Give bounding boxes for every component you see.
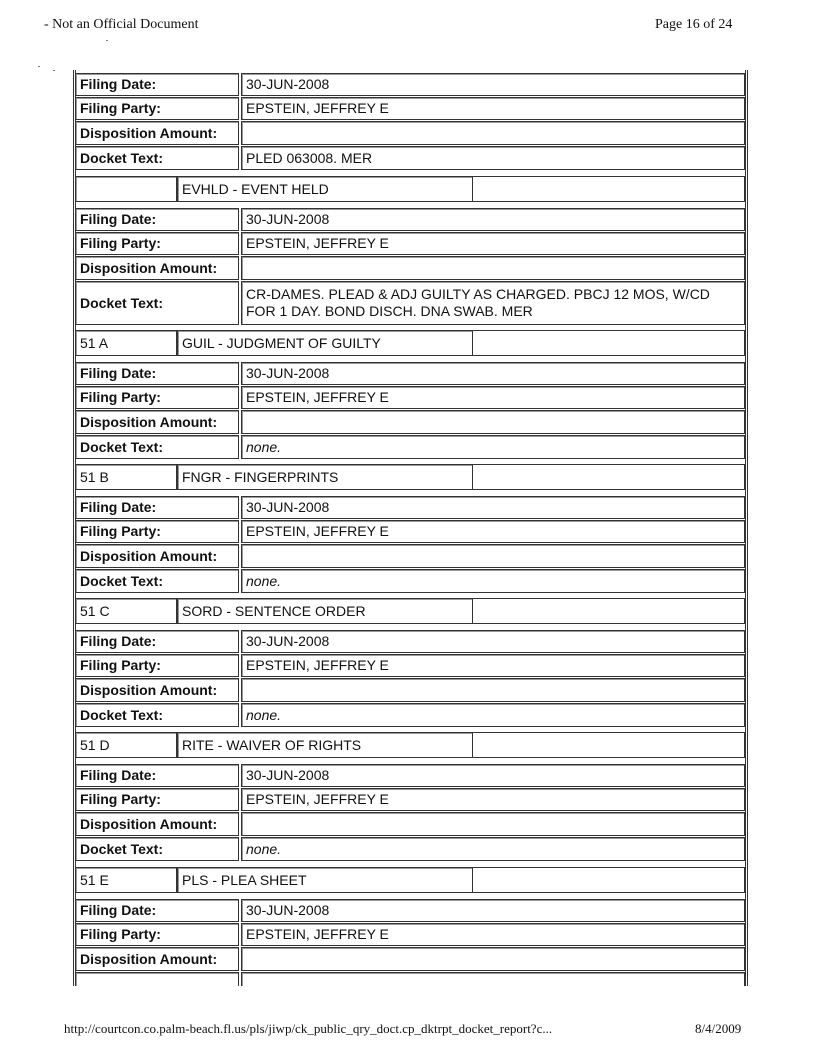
disposition-amount-label: Disposition Amount: [75, 121, 239, 145]
event-code: GUIL - JUDGMENT OF GUILTY [177, 330, 473, 356]
filing-party-row [73, 232, 748, 255]
disposition-amount-row [73, 544, 748, 568]
filing-date-value: 30-JUN-2008 [241, 899, 745, 922]
event-code: SORD - SENTENCE ORDER [177, 598, 473, 624]
filing-date-value: 30-JUN-2008 [241, 73, 745, 96]
filing-date-row [73, 73, 748, 96]
docket-text-value: PLED 063008. MER [241, 146, 745, 170]
filing-party-label: Filing Party: [75, 386, 239, 409]
docket-text-row-partial [73, 972, 748, 986]
scan-speck [53, 70, 55, 71]
disposition-amount-value [241, 410, 745, 434]
filing-date-value: 30-JUN-2008 [241, 496, 745, 519]
event-code: EVHLD - EVENT HELD [177, 176, 473, 202]
event-header-row [73, 598, 748, 624]
filing-date-label: Filing Date: [75, 899, 239, 922]
disposition-amount-row [73, 410, 748, 434]
docket-text-row [73, 435, 748, 459]
filing-party-value: EPSTEIN, JEFFREY E [241, 654, 745, 677]
event-header-row [73, 732, 748, 758]
filing-date-row [73, 362, 748, 385]
docket-text-row [73, 837, 748, 861]
event-header-row [73, 176, 748, 202]
docket-text-label: Docket Text: [75, 435, 239, 459]
docket-text-label: Docket Text: [75, 281, 239, 325]
disposition-amount-label: Disposition Amount: [75, 678, 239, 702]
scan-speck [38, 66, 40, 67]
filing-party-value: EPSTEIN, JEFFREY E [241, 386, 745, 409]
filing-party-label: Filing Party: [75, 520, 239, 543]
filing-date-label: Filing Date: [75, 208, 239, 231]
docket-text-row [73, 569, 748, 593]
event-code: FNGR - FINGERPRINTS [177, 464, 473, 490]
disposition-amount-label: Disposition Amount: [75, 947, 239, 971]
filing-date-value: 30-JUN-2008 [241, 630, 745, 653]
disposition-amount-row [73, 121, 748, 145]
disposition-amount-value [241, 678, 745, 702]
filing-date-row [73, 496, 748, 519]
event-number [75, 176, 177, 202]
event-number: 51 D [75, 732, 177, 758]
page-footer-date: 8/4/2009 [695, 1021, 742, 1036]
docket-text-value: none. [241, 569, 745, 593]
filing-party-row [73, 788, 748, 811]
filing-date-row [73, 899, 748, 922]
disposition-amount-value [241, 812, 745, 836]
scan-speck [106, 40, 108, 41]
filing-date-label: Filing Date: [75, 362, 239, 385]
filing-party-value: EPSTEIN, JEFFREY E [241, 788, 745, 811]
page-footer-url: http://courtcon.co.palm-beach.fl.us/pls/jiwp/ck_public_qry_doct.cp_dktrpt_docket_report?c... [64, 1021, 553, 1036]
filing-party-value: EPSTEIN, JEFFREY E [241, 232, 745, 255]
filing-date-value: 30-JUN-2008 [241, 208, 745, 231]
docket-text-row [73, 146, 748, 170]
event-code: RITE - WAIVER OF RIGHTS [177, 732, 473, 758]
docket-text-label: Docket Text: [75, 703, 239, 727]
disposition-amount-label: Disposition Amount: [75, 256, 239, 280]
filing-date-label: Filing Date: [75, 764, 239, 787]
filing-date-label: Filing Date: [75, 73, 239, 96]
event-header-row [73, 464, 748, 490]
filing-party-label: Filing Party: [75, 232, 239, 255]
docket-text-row [73, 703, 748, 727]
filing-party-label: Filing Party: [75, 654, 239, 677]
disposition-amount-label: Disposition Amount: [75, 544, 239, 568]
docket-text-label-cut [75, 972, 239, 986]
filing-party-row [73, 923, 748, 946]
docket-text-value: none. [241, 703, 745, 727]
disposition-amount-label: Disposition Amount: [75, 410, 239, 434]
docket-text-value: CR-DAMES. PLEAD & ADJ GUILTY AS CHARGED. PBCJ 12 MOS, W/CD FOR 1 DAY. BOND DISCH. DNA SWAB. MER [241, 281, 745, 325]
filing-date-label: Filing Date: [75, 496, 239, 519]
event-header-row [73, 330, 748, 356]
docket-text-value-cut [241, 972, 745, 986]
docket-text-value: none. [241, 837, 745, 861]
event-code: PLS - PLEA SHEET [177, 867, 473, 893]
docket-text-row [73, 281, 748, 325]
event-header-row [73, 867, 748, 893]
disposition-amount-row [73, 678, 748, 702]
filing-date-row [73, 764, 748, 787]
filing-date-label: Filing Date: [75, 630, 239, 653]
filing-party-label: Filing Party: [75, 788, 239, 811]
disposition-amount-label: Disposition Amount: [75, 812, 239, 836]
disposition-amount-row [73, 256, 748, 280]
disposition-amount-value [241, 256, 745, 280]
event-number: 51 A [75, 330, 177, 356]
disposition-amount-value [241, 947, 745, 971]
filing-party-value: EPSTEIN, JEFFREY E [241, 97, 745, 120]
docket-table [73, 70, 748, 986]
filing-date-value: 30-JUN-2008 [241, 362, 745, 385]
page-header-page-number: Page 16 of 24 [655, 17, 733, 32]
event-number: 51 C [75, 598, 177, 624]
filing-party-row [73, 520, 748, 543]
disposition-amount-row [73, 812, 748, 836]
docket-text-label: Docket Text: [75, 146, 239, 170]
filing-party-value: EPSTEIN, JEFFREY E [241, 520, 745, 543]
docket-text-label: Docket Text: [75, 837, 239, 861]
disposition-amount-value [241, 121, 745, 145]
filing-party-row [73, 654, 748, 677]
page-header-left: - Not an Official Document [44, 17, 199, 32]
docket-text-value: none. [241, 435, 745, 459]
disposition-amount-row [73, 947, 748, 971]
filing-party-row [73, 97, 748, 120]
filing-date-row [73, 630, 748, 653]
filing-party-label: Filing Party: [75, 97, 239, 120]
filing-party-row [73, 386, 748, 409]
filing-date-value: 30-JUN-2008 [241, 764, 745, 787]
event-number: 51 B [75, 464, 177, 490]
docket-text-label: Docket Text: [75, 569, 239, 593]
filing-party-label: Filing Party: [75, 923, 239, 946]
event-number: 51 E [75, 867, 177, 893]
filing-date-row [73, 208, 748, 231]
disposition-amount-value [241, 544, 745, 568]
filing-party-value: EPSTEIN, JEFFREY E [241, 923, 745, 946]
